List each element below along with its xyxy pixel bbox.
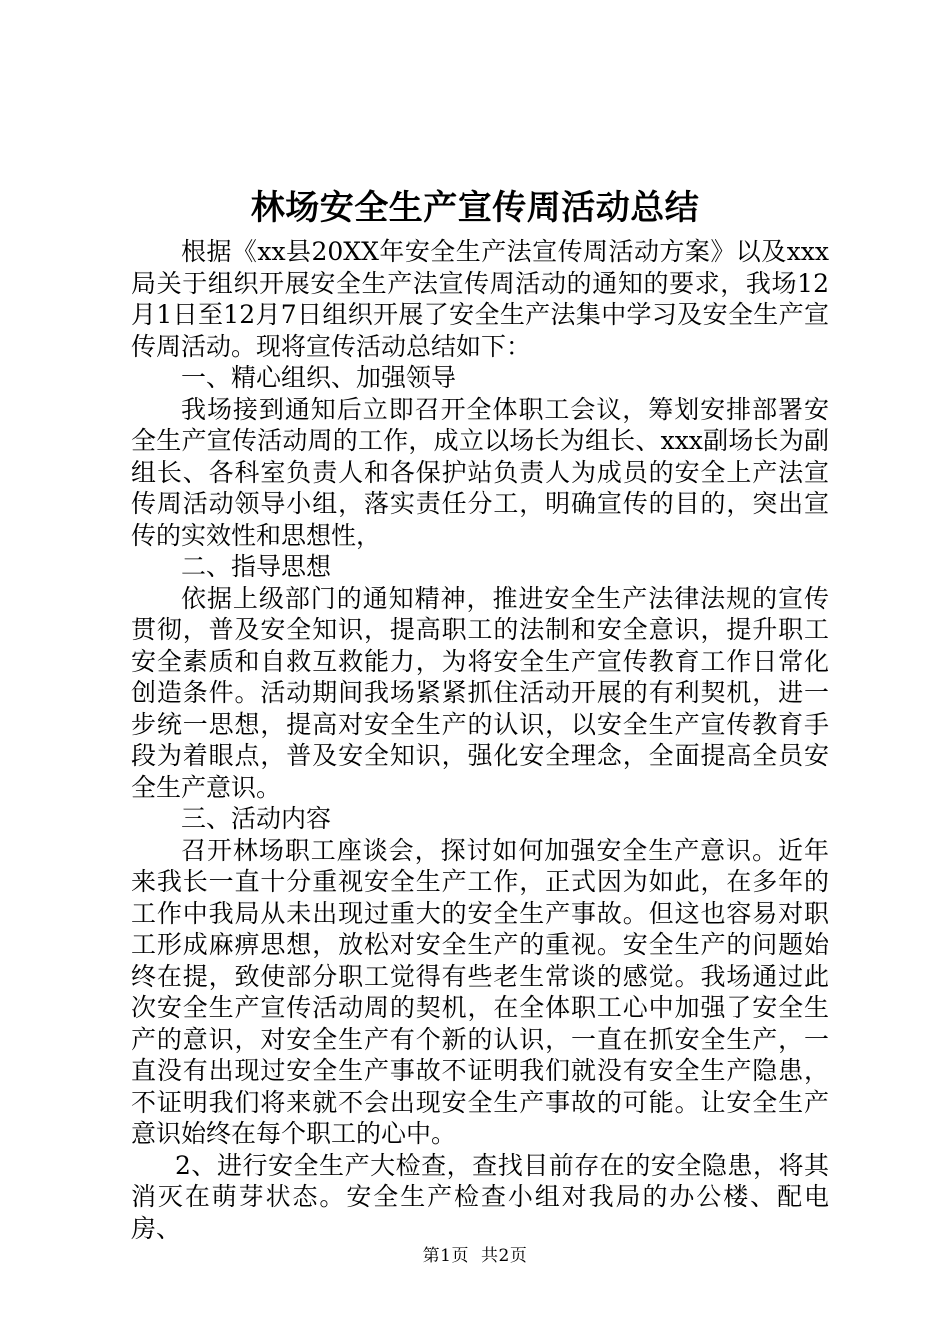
paragraph-organization: 我场接到通知后立即召开全体职工会议，筹划安排部署安全生产宣传活动周的工作，成立以场长为组长、xxx副场长为副组长、各科室负责人和各保护站负责人为成员的安全上产法宣传周活动领导小组，落实责任分工，明确宣传的目的，突出宣传的实效性和思想性， xyxy=(131,394,829,550)
section-heading-2: 二、指导思想 xyxy=(181,552,332,581)
page-total: 共2页 xyxy=(481,1246,528,1266)
page-number: 第1页 xyxy=(422,1246,469,1266)
section-heading-3: 三、活动内容 xyxy=(181,804,332,833)
paragraph-activity-content: 召开林场职工座谈会，探讨如何加强安全生产意识。近年来我长一直十分重视安全生产工作，正式因为如此，在多年的工作中我局从未出现过重大的安全生产事故。但这也容易对职工形成麻痹思想，放松对安全生产的重视。安全生产的问题始终在提，致使部分职工觉得有些老生常谈的感觉。我场通过此次安全生产宣传活动周的契机，在全体职工心中加强了安全生产的意识，对安全生产有个新的认识，一直在抓安全生产，一直没有出现过安全生产事故不证明我们就没有安全生产隐患，不证明我们将来就不会出现安全生产事故的可能。让安全生产意识始终在每个职工的心中。 xyxy=(131,835,829,1148)
page-footer xyxy=(0,1245,950,1267)
paragraph-intro: 根据《xx县20XX年安全生产法宣传周活动方案》以及xxx局关于组织开展安全生产法宣传周活动的通知的要求，我场12月1日至12月7日组织开展了安全生产法集中学习及安全生产宣传周活动。现将宣传活动总结如下： xyxy=(131,237,829,361)
document-title: 林场安全生产宣传周活动总结 xyxy=(250,188,700,228)
paragraph-inspection: 2、进行安全生产大检查，查找目前存在的安全隐患，将其消灭在萌芽状态。安全生产检查小组对我局的办公楼、配电房、 xyxy=(131,1150,829,1243)
document-body xyxy=(131,236,829,1244)
section-heading-1: 一、精心组织、加强领导 xyxy=(181,363,457,392)
paragraph-guiding-thought: 依据上级部门的通知精神，推进安全生产法律法规的宣传贯彻，普及安全知识，提高职工的法制和安全意识，提升职工安全素质和自救互救能力，为将安全生产宣传教育工作日常化创造条件。活动期间我场紧紧抓住活动开展的有利契机，进一步统一思想，提高对安全生产的认识，以安全生产宣传教育手段为着眼点，普及安全知识，强化安全理念，全面提高全员安全生产意识。 xyxy=(131,583,829,802)
